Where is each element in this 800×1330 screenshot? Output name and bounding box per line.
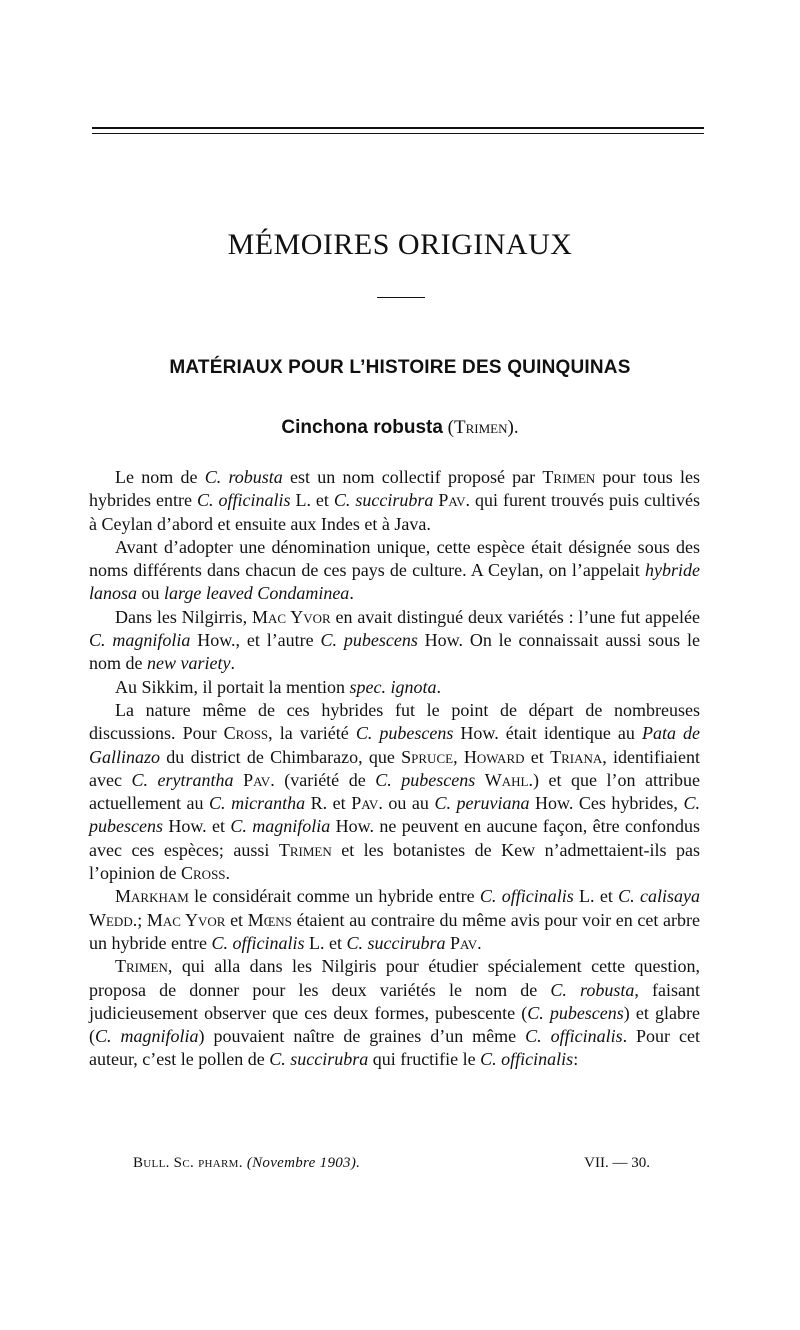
- text-run: [475, 770, 485, 790]
- text-run: L. et: [290, 490, 334, 511]
- italic-term: C. pubescens: [89, 793, 700, 837]
- body-paragraph: [89, 676, 700, 699]
- italic-term: large leaved Condaminea: [164, 583, 350, 604]
- footer-citation: [133, 1155, 360, 1172]
- italic-term: C. magnifolia: [89, 630, 191, 651]
- italic-term: C. peruviana: [434, 793, 530, 814]
- text-run: .;: [132, 909, 147, 930]
- italic-term: C. succirubra: [333, 490, 434, 511]
- text-run: , faisant judicieusement observer que ces deux formes, pubescente (: [89, 979, 701, 1023]
- subtitle-author: (Trimen).: [447, 417, 519, 438]
- header-rule-thin: [92, 133, 704, 134]
- author-name: Mac Yvor: [251, 606, 331, 627]
- text-run: .: [230, 653, 235, 674]
- author-name: Wahl: [484, 769, 529, 790]
- text-run: La nature même de ces hybrides fut le point de départ de nombreuses discussions. Pour: [89, 699, 700, 744]
- text-run: R. et: [305, 793, 352, 814]
- page-footer: [133, 1155, 650, 1172]
- italic-term: Pata de Gallinazo: [89, 723, 700, 767]
- text-run: , identifiaient avec: [89, 746, 700, 790]
- text-run: . ou au: [378, 793, 435, 814]
- text-run: How. et: [162, 816, 231, 837]
- italic-term: C. magnifolia: [95, 1026, 199, 1047]
- text-run: .: [436, 676, 441, 697]
- subtitle-name: Cinchona robusta: [281, 417, 443, 438]
- text-run: . (variété de: [270, 769, 376, 790]
- author-name: Trimen: [278, 839, 332, 860]
- subtitle: [0, 417, 800, 439]
- text-run: Le nom de: [115, 467, 205, 487]
- text-run: How. On le connaissait aussi sous le nom de: [89, 630, 700, 674]
- author-name: Trimen: [542, 467, 596, 487]
- text-run: L. et: [573, 886, 619, 907]
- text-run: étaient au contraire du même avis pour voir en cet arbre un hybride entre: [89, 909, 700, 953]
- author-name: Triana: [550, 746, 603, 767]
- italic-term: C. magnifolia: [230, 816, 331, 837]
- author-name: Wedd: [89, 909, 133, 930]
- author-name: Mac Yvor: [146, 909, 226, 930]
- author-name: Trimen: [115, 956, 168, 977]
- text-run: qui fructifie le: [368, 1049, 481, 1070]
- author-name: Pav: [449, 932, 478, 953]
- text-run: .: [349, 583, 354, 604]
- author-name: Cross: [181, 863, 226, 884]
- text-run: , qui alla dans les Nilgiris pour étudier spécialement cette question, proposa de donner pour les deux variétés le nom de: [89, 956, 700, 1000]
- text-run: ) et glabre (: [89, 1002, 700, 1047]
- italic-term: C. officinalis: [211, 932, 305, 953]
- italic-term: C. officinalis: [196, 490, 291, 511]
- text-run: , la variété: [268, 723, 356, 744]
- author-name: Mœns: [247, 909, 292, 930]
- text-run: le considérait comme un hybride entre: [188, 886, 480, 907]
- article-title: MATÉRIAUX POUR L’HISTOIRE DES QUINQUINAS: [169, 357, 631, 378]
- italic-term: hybride lanosa: [89, 560, 700, 604]
- text-run: . qui furent trouvés puis cultivés à Ceylan d’abord et ensuite aux Indes et à Java.: [89, 490, 700, 534]
- italic-term: C. calisaya: [618, 886, 700, 907]
- italic-term: C. officinalis: [525, 1026, 623, 1047]
- text-run: ) pouvaient naître de graines d’un même: [198, 1026, 526, 1047]
- text-run: du district de Chimbarazo, que: [160, 746, 402, 767]
- text-run: [234, 770, 244, 790]
- text-run: Au Sikkim, il portait la mention: [115, 676, 350, 697]
- body-paragraph: [89, 466, 700, 536]
- body-paragraph: [89, 699, 700, 885]
- text-run: How. était identique au: [453, 723, 642, 744]
- text-run: .) et que l’on attribue actuellement au: [89, 769, 701, 814]
- body-paragraph: [89, 606, 700, 676]
- italic-term: C. officinalis: [480, 1049, 574, 1070]
- text-run: ,: [453, 746, 464, 767]
- title-separator: [377, 297, 425, 298]
- italic-term: C. pubescens: [355, 723, 454, 744]
- footer-citation-prefix: Bull. Sc. pharm.: [133, 1155, 243, 1171]
- italic-term: C. robusta: [204, 467, 283, 487]
- text-run: et les botanistes de Kew n’admettaient-ils pas l’opinion de: [89, 839, 700, 884]
- body-paragraph: [89, 536, 700, 606]
- author-name: Pav: [351, 793, 379, 814]
- author-name: Cross: [223, 723, 269, 744]
- italic-term: C. robusta: [550, 979, 635, 1000]
- author-name: Pav: [438, 490, 466, 511]
- section-title: MÉMOIRES ORIGINAUX: [227, 228, 573, 261]
- text-run: en avait distingué deux variétés : l’une fut appelée: [330, 606, 701, 627]
- article-body: [89, 466, 700, 1072]
- text-run: ou: [137, 583, 165, 604]
- text-run: et: [225, 909, 248, 930]
- footer-signature: VII. — 30.: [584, 1155, 650, 1171]
- italic-term: C. succirubra: [346, 932, 446, 953]
- text-run: How., et l’autre: [190, 630, 321, 651]
- italic-term: C. pubescens: [320, 630, 418, 651]
- italic-term: C. officinalis: [479, 886, 574, 907]
- text-run: Dans les Nilgirris,: [115, 606, 252, 627]
- author-name: Markham: [115, 886, 189, 907]
- italic-term: C. succirubra: [269, 1049, 369, 1070]
- text-run: .: [477, 932, 482, 953]
- text-run: L. et: [304, 932, 347, 953]
- text-run: est un nom collectif proposé par: [282, 467, 543, 487]
- body-paragraph: [89, 955, 700, 1071]
- italic-term: C. pubescens: [375, 769, 476, 790]
- text-run: . Pour cet auteur, c’est le pollen de: [89, 1026, 700, 1070]
- text-run: How. ne peuvent en aucune façon, être confondus avec ces espèces; aussi: [89, 816, 700, 860]
- text-run: .: [225, 863, 231, 884]
- text-run: et: [524, 746, 551, 767]
- italic-term: C. micrantha: [209, 793, 306, 814]
- text-run: Avant d’adopter une dénomination unique, cette espèce était désignée sous des noms différents dans chacun de ces pays de culture. A Ceylan, on l’appelait: [89, 536, 700, 581]
- italic-term: new variety: [147, 653, 231, 674]
- text-run: How. Ces hybrides,: [529, 793, 684, 814]
- author-name: Spruce: [401, 746, 454, 767]
- footer-citation-date: (Novembre 1903).: [246, 1155, 361, 1171]
- header-rule-thick: [92, 127, 704, 129]
- text-run: :: [573, 1049, 579, 1070]
- body-paragraph: [89, 885, 700, 955]
- author-name: Howard: [463, 746, 525, 767]
- italic-term: spec. ignota: [349, 676, 437, 697]
- italic-term: C. pubescens: [527, 1002, 624, 1023]
- italic-term: C. erytrantha: [131, 769, 234, 790]
- author-name: Pav: [243, 769, 271, 790]
- text-run: pour tous les hybrides entre: [89, 467, 701, 511]
